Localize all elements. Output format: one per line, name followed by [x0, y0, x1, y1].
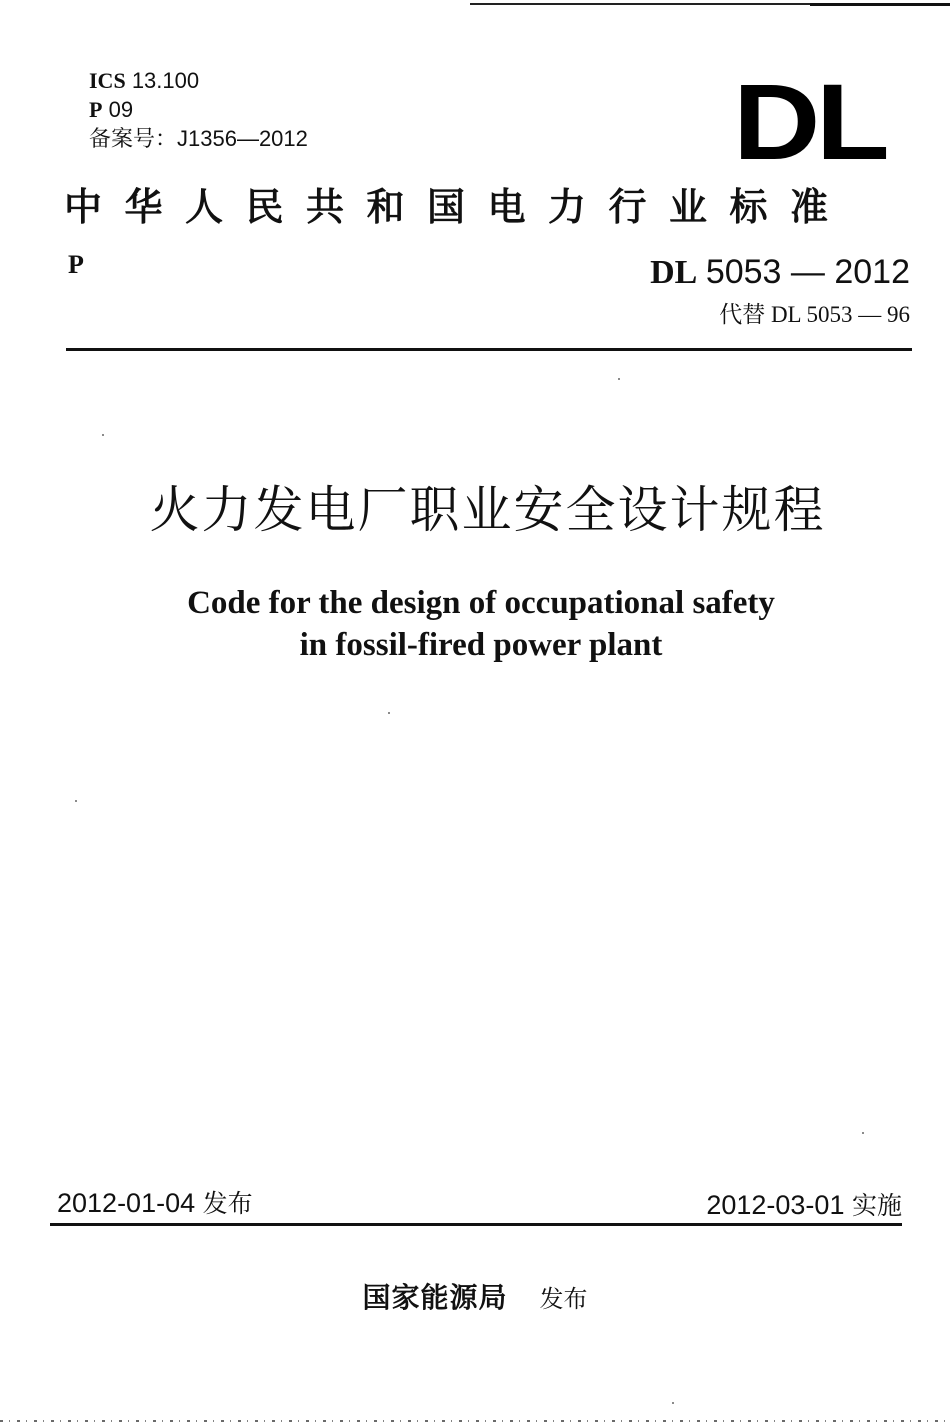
- standard-prefix: DL: [650, 254, 698, 291]
- replaces-standard: 代替 DL 5053 — 96: [719, 302, 910, 327]
- classification-label: P: [89, 97, 103, 122]
- scan-speck: [618, 378, 620, 380]
- scan-speck: [672, 1402, 674, 1404]
- dl-logo: DL: [733, 61, 886, 182]
- document-title-english: [0, 582, 950, 666]
- scan-edge-noise: [0, 1420, 950, 1422]
- effective-date-value: 2012-03-01: [706, 1190, 845, 1220]
- issue-date-label: 发布: [202, 1189, 253, 1218]
- header-divider: [66, 348, 912, 351]
- publisher-line: [0, 1276, 950, 1316]
- ics-code: [89, 66, 308, 95]
- standard-number: [650, 252, 910, 293]
- english-title-line-1: Code for the design of occupational safety: [187, 585, 775, 621]
- scan-speck: [102, 434, 104, 436]
- classification-value: 09: [108, 97, 134, 122]
- class-letter: P: [68, 250, 84, 279]
- record-number: 备案号：J1356—2012: [89, 126, 308, 151]
- industry-standard-heading: 中华人民共和国电力行业标准: [64, 184, 851, 229]
- scan-speck: [75, 800, 77, 802]
- effective-date: [706, 1188, 902, 1223]
- footer-divider: [50, 1223, 902, 1226]
- ics-value: 13.100: [131, 68, 200, 93]
- ics-label: ICS: [89, 68, 126, 93]
- issue-date: [57, 1186, 253, 1221]
- scan-speck: [862, 1132, 864, 1134]
- english-title-line-2: in fossil-fired power plant: [299, 627, 663, 663]
- catalog-info: [89, 66, 308, 153]
- publisher-name: 国家能源局: [362, 1281, 508, 1314]
- publisher-action: 发布: [539, 1285, 588, 1313]
- classification-code: [89, 95, 308, 124]
- issue-date-value: 2012-01-04: [57, 1188, 196, 1218]
- document-title-chinese: 火力发电厂职业安全设计规程: [149, 481, 826, 539]
- standard-code: 5053 — 2012: [705, 253, 910, 291]
- effective-date-label: 实施: [851, 1191, 902, 1220]
- top-edge-rule-thick: [810, 3, 950, 6]
- scan-speck: [388, 712, 390, 714]
